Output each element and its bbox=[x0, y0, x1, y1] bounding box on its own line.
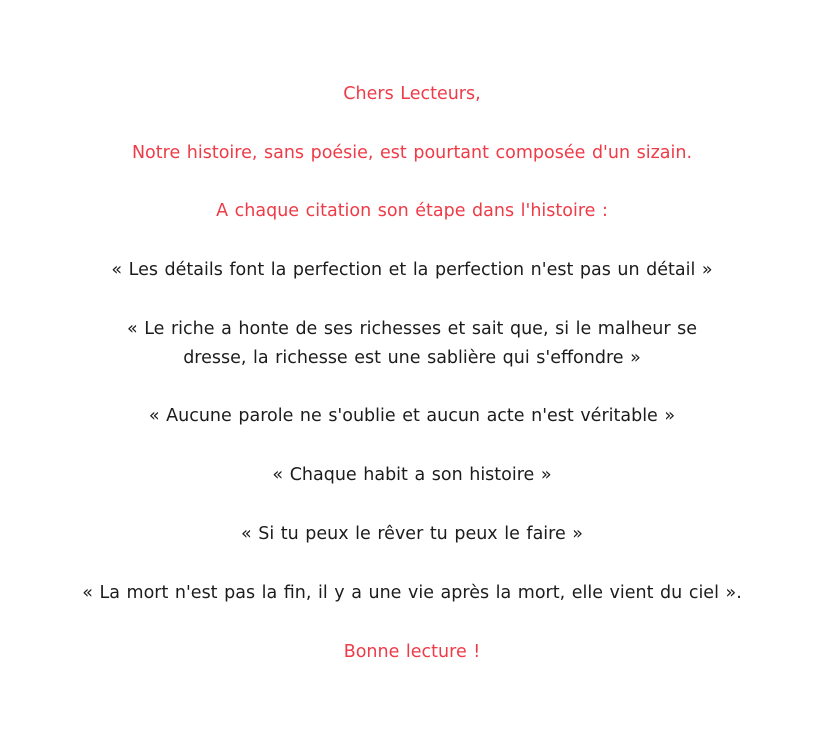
greeting: Chers Lecteurs, bbox=[343, 84, 481, 104]
quote-5: « Si tu peux le rêver tu peux le faire » bbox=[240, 524, 584, 544]
quote-6: « La mort n'est pas la fin, il y a une vie après la mort, elle vient du ciel ». bbox=[82, 583, 742, 603]
quote-1: « Les détails font la perfection et la perfection n'est pas un détail » bbox=[111, 260, 713, 280]
intro-text: Notre histoire, sans poésie, est pourtant composée d'un sizain. bbox=[131, 143, 693, 163]
lead-text: A chaque citation son étape dans l'histoire : bbox=[216, 201, 608, 221]
quote-2: « Le riche a honte de ses richesses et sait que, si le malheur se dresse, la richesse est une sablière qui s'effondre » bbox=[126, 319, 698, 368]
closing-text: Bonne lecture ! bbox=[343, 642, 481, 662]
quote-3: « Aucune parole ne s'oublie et aucun acte n'est véritable » bbox=[148, 406, 676, 426]
quote-4: « Chaque habit a son histoire » bbox=[272, 465, 552, 485]
